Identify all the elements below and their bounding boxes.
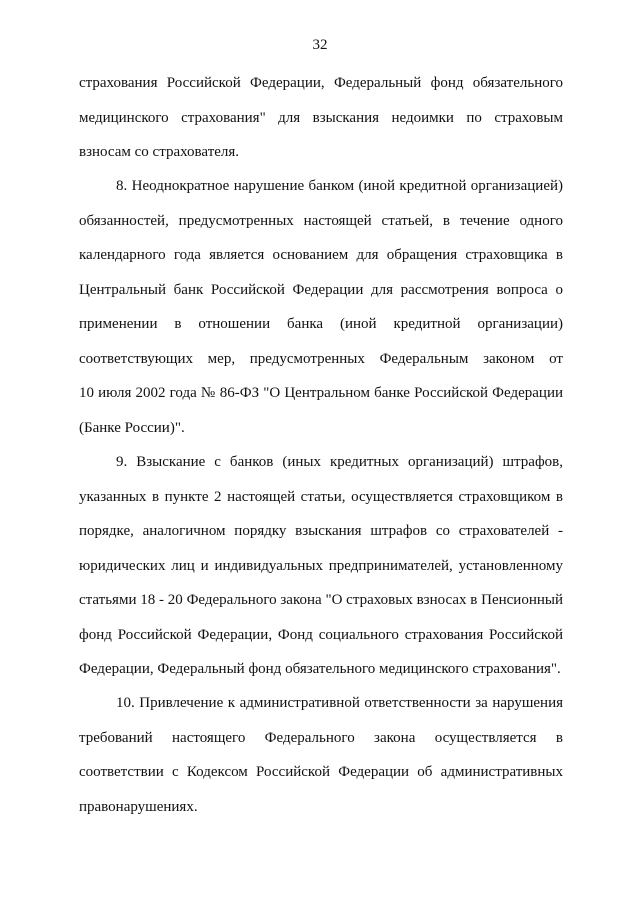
paragraph-10 bbox=[79, 686, 563, 824]
text-line: юридических лиц и индивидуальных предпринимателей, установленному bbox=[79, 557, 563, 574]
text-line: (Банке России)". bbox=[79, 419, 185, 436]
text-line: требований настоящего Федерального закона осуществляется в bbox=[79, 729, 563, 746]
paragraph-8 bbox=[79, 169, 563, 445]
text-line: Центральный банк Российской Федерации для рассмотрения вопроса о bbox=[79, 281, 563, 298]
text-line: соответствующих мер, предусмотренных Федеральным законом от bbox=[79, 350, 563, 367]
paragraph-9 bbox=[79, 445, 563, 687]
paragraph-continuation bbox=[79, 66, 563, 170]
page-number: 32 bbox=[312, 37, 328, 53]
text-line: календарного года является основанием для обращения страховщика в bbox=[79, 247, 563, 263]
text-line: взносам со страхователя. bbox=[79, 144, 240, 160]
text-line: 8. Неоднократное нарушение банком (иной кредитной организацией) bbox=[116, 178, 563, 194]
text-line: медицинского страхования" для взыскания недоимки по страховым bbox=[79, 109, 563, 126]
text-line: применении в отношении банка (иной кредитной организации) bbox=[79, 316, 563, 332]
text-line: страхования Российской Федерации, Федеральный фонд обязательного bbox=[79, 75, 563, 91]
text-line: Федерации, Федеральный фонд обязательного медицинского страхования". bbox=[79, 661, 561, 677]
text-line: соответствии с Кодексом Российской Федерации об административных bbox=[79, 764, 563, 780]
text-line: 9. Взыскание с банков (иных кредитных организаций) штрафов, bbox=[116, 454, 563, 470]
text-line: правонарушениях. bbox=[79, 798, 198, 815]
text-line: фонд Российской Федерации, Фонд социального страхования Российской bbox=[79, 626, 563, 643]
text-line: обязанностей, предусмотренных настоящей статьей, в течение одного bbox=[79, 212, 563, 229]
text-line: 10 июля 2002 года № 86-ФЗ "О Центральном банке Российской Федерации bbox=[79, 385, 563, 401]
text-line: указанных в пункте 2 настоящей статьи, осуществляется страховщиком в bbox=[79, 488, 563, 505]
text-line: порядке, аналогичном порядку взыскания штрафов со страхователей - bbox=[79, 523, 563, 539]
text-line: 10. Привлечение к административной ответственности за нарушения bbox=[116, 695, 563, 711]
text-line: статьями 18 - 20 Федерального закона "О страховых взносах в Пенсионный bbox=[79, 592, 563, 608]
